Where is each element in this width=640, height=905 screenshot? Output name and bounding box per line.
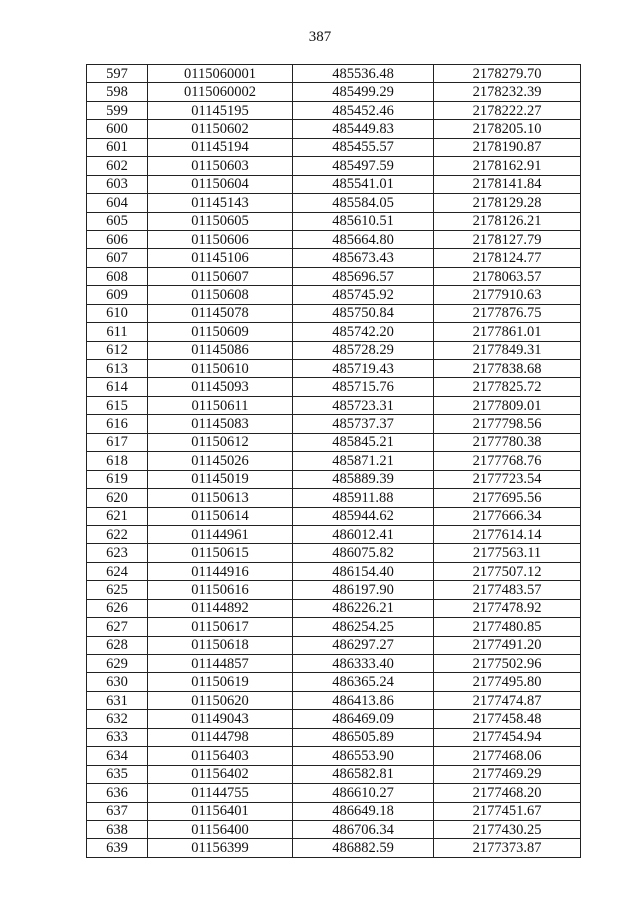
y-coordinate-cell: 2177373.87 bbox=[434, 839, 581, 857]
x-coordinate-cell: 486365.24 bbox=[293, 673, 434, 691]
point-id-cell: 01150613 bbox=[148, 489, 293, 507]
x-coordinate-cell: 486610.27 bbox=[293, 784, 434, 802]
point-id-cell: 01145019 bbox=[148, 470, 293, 488]
row-index-cell: 619 bbox=[87, 470, 148, 488]
y-coordinate-cell: 2178126.21 bbox=[434, 212, 581, 230]
table-row bbox=[87, 378, 581, 396]
table-row bbox=[87, 470, 581, 488]
x-coordinate-cell: 485871.21 bbox=[293, 452, 434, 470]
point-id-cell: 01145026 bbox=[148, 452, 293, 470]
row-index-cell: 616 bbox=[87, 415, 148, 433]
y-coordinate-cell: 2178232.39 bbox=[434, 83, 581, 101]
row-index-cell: 626 bbox=[87, 599, 148, 617]
row-index-cell: 627 bbox=[87, 618, 148, 636]
x-coordinate-cell: 485449.83 bbox=[293, 120, 434, 138]
row-index-cell: 631 bbox=[87, 691, 148, 709]
row-index-cell: 600 bbox=[87, 120, 148, 138]
table-row bbox=[87, 341, 581, 359]
row-index-cell: 607 bbox=[87, 249, 148, 267]
row-index-cell: 615 bbox=[87, 396, 148, 414]
table-row bbox=[87, 212, 581, 230]
table-row bbox=[87, 249, 581, 267]
point-id-cell: 01144755 bbox=[148, 784, 293, 802]
table-row bbox=[87, 655, 581, 673]
y-coordinate-cell: 2177502.96 bbox=[434, 655, 581, 673]
point-id-cell: 01150606 bbox=[148, 230, 293, 248]
x-coordinate-cell: 485737.37 bbox=[293, 415, 434, 433]
y-coordinate-cell: 2177491.20 bbox=[434, 636, 581, 654]
table-row bbox=[87, 286, 581, 304]
point-id-cell: 01150612 bbox=[148, 433, 293, 451]
x-coordinate-cell: 485728.29 bbox=[293, 341, 434, 359]
x-coordinate-cell: 486254.25 bbox=[293, 618, 434, 636]
table-row bbox=[87, 452, 581, 470]
y-coordinate-cell: 2178190.87 bbox=[434, 138, 581, 156]
table-row bbox=[87, 507, 581, 525]
point-id-cell: 01150618 bbox=[148, 636, 293, 654]
row-index-cell: 604 bbox=[87, 194, 148, 212]
row-index-cell: 638 bbox=[87, 820, 148, 838]
page-number: 387 bbox=[308, 29, 332, 45]
table-row bbox=[87, 415, 581, 433]
table-row bbox=[87, 304, 581, 322]
table-row bbox=[87, 544, 581, 562]
point-id-cell: 01145143 bbox=[148, 194, 293, 212]
y-coordinate-cell: 2178127.79 bbox=[434, 230, 581, 248]
row-index-cell: 637 bbox=[87, 802, 148, 820]
x-coordinate-cell: 485845.21 bbox=[293, 433, 434, 451]
x-coordinate-cell: 486469.09 bbox=[293, 710, 434, 728]
row-index-cell: 598 bbox=[87, 83, 148, 101]
row-index-cell: 629 bbox=[87, 655, 148, 673]
row-index-cell: 599 bbox=[87, 101, 148, 119]
point-id-cell: 01145195 bbox=[148, 101, 293, 119]
x-coordinate-cell: 485944.62 bbox=[293, 507, 434, 525]
y-coordinate-cell: 2177910.63 bbox=[434, 286, 581, 304]
point-id-cell: 01145194 bbox=[148, 138, 293, 156]
table-row bbox=[87, 525, 581, 543]
table-row bbox=[87, 230, 581, 248]
row-index-cell: 602 bbox=[87, 157, 148, 175]
row-index-cell: 603 bbox=[87, 175, 148, 193]
x-coordinate-cell: 485499.29 bbox=[293, 83, 434, 101]
point-id-cell: 01150605 bbox=[148, 212, 293, 230]
point-id-cell: 01144916 bbox=[148, 562, 293, 580]
point-id-cell: 01150608 bbox=[148, 286, 293, 304]
table-row bbox=[87, 157, 581, 175]
table-row bbox=[87, 360, 581, 378]
point-id-cell: 01156399 bbox=[148, 839, 293, 857]
y-coordinate-cell: 2178129.28 bbox=[434, 194, 581, 212]
row-index-cell: 625 bbox=[87, 581, 148, 599]
y-coordinate-cell: 2177478.92 bbox=[434, 599, 581, 617]
point-id-cell: 01149043 bbox=[148, 710, 293, 728]
y-coordinate-cell: 2177507.12 bbox=[434, 562, 581, 580]
x-coordinate-cell: 485723.31 bbox=[293, 396, 434, 414]
point-id-cell: 01150619 bbox=[148, 673, 293, 691]
point-id-cell: 01144798 bbox=[148, 728, 293, 746]
table-row bbox=[87, 433, 581, 451]
row-index-cell: 635 bbox=[87, 765, 148, 783]
table-row bbox=[87, 175, 581, 193]
row-index-cell: 612 bbox=[87, 341, 148, 359]
point-id-cell: 0115060002 bbox=[148, 83, 293, 101]
x-coordinate-cell: 485715.76 bbox=[293, 378, 434, 396]
y-coordinate-cell: 2177780.38 bbox=[434, 433, 581, 451]
point-id-cell: 0115060001 bbox=[148, 65, 293, 83]
point-id-cell: 01145106 bbox=[148, 249, 293, 267]
point-id-cell: 01156403 bbox=[148, 747, 293, 765]
x-coordinate-cell: 485610.51 bbox=[293, 212, 434, 230]
row-index-cell: 614 bbox=[87, 378, 148, 396]
table-row bbox=[87, 839, 581, 857]
point-id-cell: 01156401 bbox=[148, 802, 293, 820]
x-coordinate-cell: 486582.81 bbox=[293, 765, 434, 783]
table-row bbox=[87, 673, 581, 691]
row-index-cell: 613 bbox=[87, 360, 148, 378]
table-row bbox=[87, 65, 581, 83]
x-coordinate-cell: 485536.48 bbox=[293, 65, 434, 83]
x-coordinate-cell: 486226.21 bbox=[293, 599, 434, 617]
row-index-cell: 639 bbox=[87, 839, 148, 857]
x-coordinate-cell: 485889.39 bbox=[293, 470, 434, 488]
y-coordinate-cell: 2177468.20 bbox=[434, 784, 581, 802]
row-index-cell: 597 bbox=[87, 65, 148, 83]
y-coordinate-cell: 2178205.10 bbox=[434, 120, 581, 138]
row-index-cell: 633 bbox=[87, 728, 148, 746]
row-index-cell: 610 bbox=[87, 304, 148, 322]
table-row bbox=[87, 194, 581, 212]
x-coordinate-cell: 485673.43 bbox=[293, 249, 434, 267]
y-coordinate-cell: 2177809.01 bbox=[434, 396, 581, 414]
table-row bbox=[87, 618, 581, 636]
y-coordinate-cell: 2177469.29 bbox=[434, 765, 581, 783]
point-id-cell: 01150603 bbox=[148, 157, 293, 175]
x-coordinate-cell: 485584.05 bbox=[293, 194, 434, 212]
y-coordinate-cell: 2177468.06 bbox=[434, 747, 581, 765]
row-index-cell: 622 bbox=[87, 525, 148, 543]
coordinates-table-body bbox=[87, 65, 581, 858]
y-coordinate-cell: 2177483.57 bbox=[434, 581, 581, 599]
point-id-cell: 01145093 bbox=[148, 378, 293, 396]
y-coordinate-cell: 2177451.67 bbox=[434, 802, 581, 820]
row-index-cell: 617 bbox=[87, 433, 148, 451]
table-row bbox=[87, 802, 581, 820]
y-coordinate-cell: 2177695.56 bbox=[434, 489, 581, 507]
x-coordinate-cell: 485452.46 bbox=[293, 101, 434, 119]
y-coordinate-cell: 2177876.75 bbox=[434, 304, 581, 322]
y-coordinate-cell: 2178162.91 bbox=[434, 157, 581, 175]
x-coordinate-cell: 486154.40 bbox=[293, 562, 434, 580]
x-coordinate-cell: 486333.40 bbox=[293, 655, 434, 673]
table-row bbox=[87, 581, 581, 599]
x-coordinate-cell: 486882.59 bbox=[293, 839, 434, 857]
row-index-cell: 628 bbox=[87, 636, 148, 654]
row-index-cell: 609 bbox=[87, 286, 148, 304]
point-id-cell: 01144857 bbox=[148, 655, 293, 673]
point-id-cell: 01150604 bbox=[148, 175, 293, 193]
y-coordinate-cell: 2177563.11 bbox=[434, 544, 581, 562]
point-id-cell: 01150614 bbox=[148, 507, 293, 525]
x-coordinate-cell: 485742.20 bbox=[293, 323, 434, 341]
x-coordinate-cell: 486553.90 bbox=[293, 747, 434, 765]
y-coordinate-cell: 2177474.87 bbox=[434, 691, 581, 709]
point-id-cell: 01150607 bbox=[148, 267, 293, 285]
y-coordinate-cell: 2178279.70 bbox=[434, 65, 581, 83]
table-row bbox=[87, 323, 581, 341]
y-coordinate-cell: 2177458.48 bbox=[434, 710, 581, 728]
y-coordinate-cell: 2177861.01 bbox=[434, 323, 581, 341]
point-id-cell: 01156402 bbox=[148, 765, 293, 783]
x-coordinate-cell: 486505.89 bbox=[293, 728, 434, 746]
y-coordinate-cell: 2177723.54 bbox=[434, 470, 581, 488]
point-id-cell: 01145078 bbox=[148, 304, 293, 322]
x-coordinate-cell: 486413.86 bbox=[293, 691, 434, 709]
row-index-cell: 601 bbox=[87, 138, 148, 156]
x-coordinate-cell: 485719.43 bbox=[293, 360, 434, 378]
coordinates-table bbox=[86, 64, 581, 858]
y-coordinate-cell: 2177666.34 bbox=[434, 507, 581, 525]
y-coordinate-cell: 2177495.80 bbox=[434, 673, 581, 691]
point-id-cell: 01145086 bbox=[148, 341, 293, 359]
point-id-cell: 01150620 bbox=[148, 691, 293, 709]
y-coordinate-cell: 2178124.77 bbox=[434, 249, 581, 267]
table-row bbox=[87, 820, 581, 838]
y-coordinate-cell: 2177798.56 bbox=[434, 415, 581, 433]
table-row bbox=[87, 728, 581, 746]
y-coordinate-cell: 2178141.84 bbox=[434, 175, 581, 193]
row-index-cell: 623 bbox=[87, 544, 148, 562]
table-row bbox=[87, 489, 581, 507]
y-coordinate-cell: 2177825.72 bbox=[434, 378, 581, 396]
row-index-cell: 621 bbox=[87, 507, 148, 525]
y-coordinate-cell: 2177480.85 bbox=[434, 618, 581, 636]
y-coordinate-cell: 2177454.94 bbox=[434, 728, 581, 746]
x-coordinate-cell: 486706.34 bbox=[293, 820, 434, 838]
x-coordinate-cell: 485497.59 bbox=[293, 157, 434, 175]
x-coordinate-cell: 486012.41 bbox=[293, 525, 434, 543]
y-coordinate-cell: 2177849.31 bbox=[434, 341, 581, 359]
x-coordinate-cell: 486075.82 bbox=[293, 544, 434, 562]
x-coordinate-cell: 485541.01 bbox=[293, 175, 434, 193]
x-coordinate-cell: 485911.88 bbox=[293, 489, 434, 507]
table-row bbox=[87, 636, 581, 654]
row-index-cell: 624 bbox=[87, 562, 148, 580]
row-index-cell: 611 bbox=[87, 323, 148, 341]
row-index-cell: 618 bbox=[87, 452, 148, 470]
point-id-cell: 01150611 bbox=[148, 396, 293, 414]
row-index-cell: 606 bbox=[87, 230, 148, 248]
table-row bbox=[87, 599, 581, 617]
x-coordinate-cell: 485664.80 bbox=[293, 230, 434, 248]
y-coordinate-cell: 2178063.57 bbox=[434, 267, 581, 285]
point-id-cell: 01144961 bbox=[148, 525, 293, 543]
x-coordinate-cell: 486197.90 bbox=[293, 581, 434, 599]
table-row bbox=[87, 138, 581, 156]
y-coordinate-cell: 2177430.25 bbox=[434, 820, 581, 838]
table-row bbox=[87, 765, 581, 783]
x-coordinate-cell: 485750.84 bbox=[293, 304, 434, 322]
x-coordinate-cell: 485745.92 bbox=[293, 286, 434, 304]
x-coordinate-cell: 485696.57 bbox=[293, 267, 434, 285]
x-coordinate-cell: 486297.27 bbox=[293, 636, 434, 654]
table-row bbox=[87, 101, 581, 119]
row-index-cell: 636 bbox=[87, 784, 148, 802]
table-row bbox=[87, 691, 581, 709]
table-row bbox=[87, 784, 581, 802]
point-id-cell: 01150609 bbox=[148, 323, 293, 341]
row-index-cell: 630 bbox=[87, 673, 148, 691]
point-id-cell: 01144892 bbox=[148, 599, 293, 617]
point-id-cell: 01150617 bbox=[148, 618, 293, 636]
table-row bbox=[87, 747, 581, 765]
table-row bbox=[87, 396, 581, 414]
point-id-cell: 01150616 bbox=[148, 581, 293, 599]
table-row bbox=[87, 120, 581, 138]
y-coordinate-cell: 2177614.14 bbox=[434, 525, 581, 543]
table-row bbox=[87, 267, 581, 285]
x-coordinate-cell: 486649.18 bbox=[293, 802, 434, 820]
row-index-cell: 605 bbox=[87, 212, 148, 230]
point-id-cell: 01145083 bbox=[148, 415, 293, 433]
table-row bbox=[87, 710, 581, 728]
row-index-cell: 620 bbox=[87, 489, 148, 507]
point-id-cell: 01150602 bbox=[148, 120, 293, 138]
row-index-cell: 634 bbox=[87, 747, 148, 765]
row-index-cell: 608 bbox=[87, 267, 148, 285]
y-coordinate-cell: 2177768.76 bbox=[434, 452, 581, 470]
row-index-cell: 632 bbox=[87, 710, 148, 728]
table-row bbox=[87, 83, 581, 101]
point-id-cell: 01156400 bbox=[148, 820, 293, 838]
table-row bbox=[87, 562, 581, 580]
x-coordinate-cell: 485455.57 bbox=[293, 138, 434, 156]
point-id-cell: 01150615 bbox=[148, 544, 293, 562]
point-id-cell: 01150610 bbox=[148, 360, 293, 378]
y-coordinate-cell: 2178222.27 bbox=[434, 101, 581, 119]
y-coordinate-cell: 2177838.68 bbox=[434, 360, 581, 378]
